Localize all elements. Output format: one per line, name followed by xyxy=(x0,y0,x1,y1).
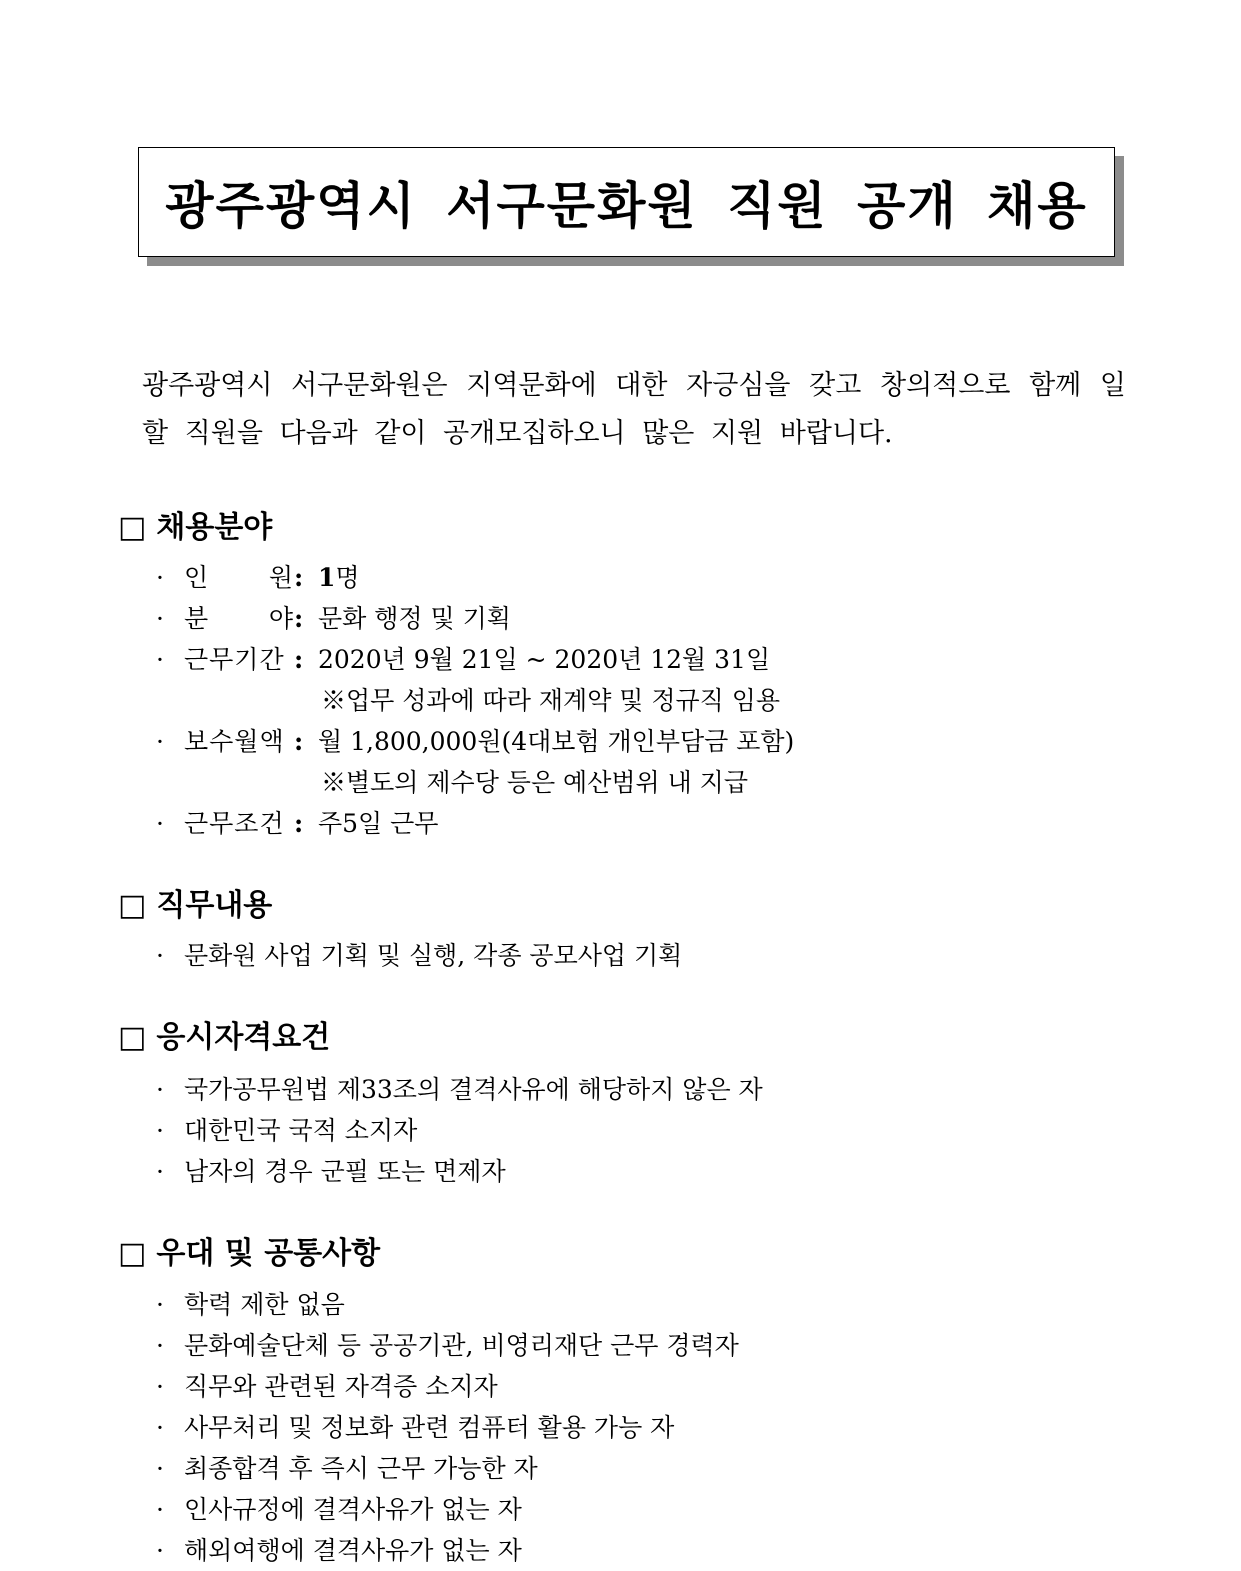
item-label: 근무조건 xyxy=(184,809,285,838)
bullet: · xyxy=(156,941,164,970)
list-item xyxy=(156,721,794,762)
section-marker: □ xyxy=(118,1236,147,1271)
bullet: · xyxy=(156,1372,164,1401)
item-value-unit: 명 xyxy=(335,563,360,592)
list-item xyxy=(156,1407,739,1448)
bullet: · xyxy=(156,604,164,633)
list-item xyxy=(156,1069,763,1110)
bullet: · xyxy=(156,1454,164,1483)
item-text: 문화예술단체 등 공공기관, 비영리재단 근무 경력자 xyxy=(184,1331,739,1360)
bullet: · xyxy=(156,1290,164,1319)
list-item xyxy=(156,1110,763,1151)
section-title: 우대 및 공통사항 xyxy=(156,1236,381,1271)
item-text: 학력 제한 없음 xyxy=(184,1290,345,1319)
colon: : xyxy=(294,604,304,633)
job-duties-list xyxy=(156,935,682,976)
item-label: 인 원 xyxy=(184,563,294,592)
bullet: · xyxy=(156,809,164,838)
list-item xyxy=(156,557,794,598)
item-text: 직무와 관련된 자격증 소지자 xyxy=(184,1372,498,1401)
item-label: 보수월액 xyxy=(184,727,285,756)
list-item xyxy=(156,935,682,976)
list-item xyxy=(156,1489,739,1530)
bullet: · xyxy=(156,645,164,674)
page-title: 광주광역시 서구문화원 직원 공개 채용 xyxy=(165,177,1088,235)
section-heading-job-duties xyxy=(118,884,272,928)
item-value: 2020년 9월 21일 ~ 2020년 12월 31일 xyxy=(318,645,771,674)
item-text: 최종합격 후 즉시 근무 가능한 자 xyxy=(184,1454,538,1483)
item-value: 주5일 근무 xyxy=(318,809,439,838)
item-value: 문화 행정 및 기획 xyxy=(318,604,511,633)
item-value-number: 1 xyxy=(318,563,336,592)
list-item xyxy=(156,1325,739,1366)
bullet: · xyxy=(156,1075,164,1104)
item-text: 문화원 사업 기획 및 실행, 각종 공모사업 기획 xyxy=(184,941,683,970)
colon: : xyxy=(294,645,304,674)
list-note: ※업무 성과에 따라 재계약 및 정규직 임용 xyxy=(321,686,781,715)
item-text: 인사규정에 결격사유가 없는 자 xyxy=(184,1495,522,1524)
colon: : xyxy=(294,727,304,756)
list-item xyxy=(156,1530,739,1571)
item-text: 국가공무원법 제33조의 결격사유에 해당하지 않은 자 xyxy=(184,1075,763,1104)
bullet: · xyxy=(156,1157,164,1186)
list-note: ※별도의 제수당 등은 예산범위 내 지급 xyxy=(321,768,748,797)
bullet: · xyxy=(156,1331,164,1360)
bullet: · xyxy=(156,727,164,756)
section-marker: □ xyxy=(118,510,147,545)
section-heading-recruitment-field xyxy=(118,506,272,550)
title-box xyxy=(138,147,1115,257)
intro-paragraph: 광주광역시 서구문화원은 지역문화에 대한 자긍심을 갖고 창의적으로 함께 일할 직원을 다음과 같이 공개모집하오니 많은 지원 바랍니다. xyxy=(142,370,1126,449)
list-item xyxy=(156,1448,739,1489)
item-text: 대한민국 국적 소지자 xyxy=(184,1116,418,1145)
preferences-list xyxy=(156,1284,739,1571)
recruitment-field-list xyxy=(156,557,794,844)
section-title: 응시자격요건 xyxy=(156,1020,331,1055)
item-text: 남자의 경우 군필 또는 면제자 xyxy=(184,1157,506,1186)
item-label: 분 야 xyxy=(184,604,294,633)
section-title: 직무내용 xyxy=(156,888,273,923)
bullet: · xyxy=(156,563,164,592)
section-heading-eligibility xyxy=(118,1016,330,1060)
section-marker: □ xyxy=(118,888,147,923)
list-item xyxy=(156,639,794,680)
section-marker: □ xyxy=(118,1020,147,1055)
list-item xyxy=(156,598,794,639)
item-text: 사무처리 및 정보화 관련 컴퓨터 활용 가능 자 xyxy=(184,1413,675,1442)
item-text: 해외여행에 결격사유가 없는 자 xyxy=(184,1536,522,1565)
bullet: · xyxy=(156,1536,164,1565)
eligibility-list xyxy=(156,1069,763,1192)
bullet: · xyxy=(156,1116,164,1145)
item-value: 월 1,800,000원(4대보험 개인부담금 포함) xyxy=(318,727,795,756)
list-item xyxy=(156,1366,739,1407)
bullet: · xyxy=(156,1495,164,1524)
colon: : xyxy=(294,563,304,592)
list-item xyxy=(156,803,794,844)
list-item xyxy=(156,1284,739,1325)
bullet: · xyxy=(156,1413,164,1442)
item-label: 근무기간 xyxy=(184,645,285,674)
colon: : xyxy=(294,809,304,838)
section-heading-preferences xyxy=(118,1232,380,1276)
section-title: 채용분야 xyxy=(156,510,273,545)
list-item xyxy=(156,1151,763,1192)
